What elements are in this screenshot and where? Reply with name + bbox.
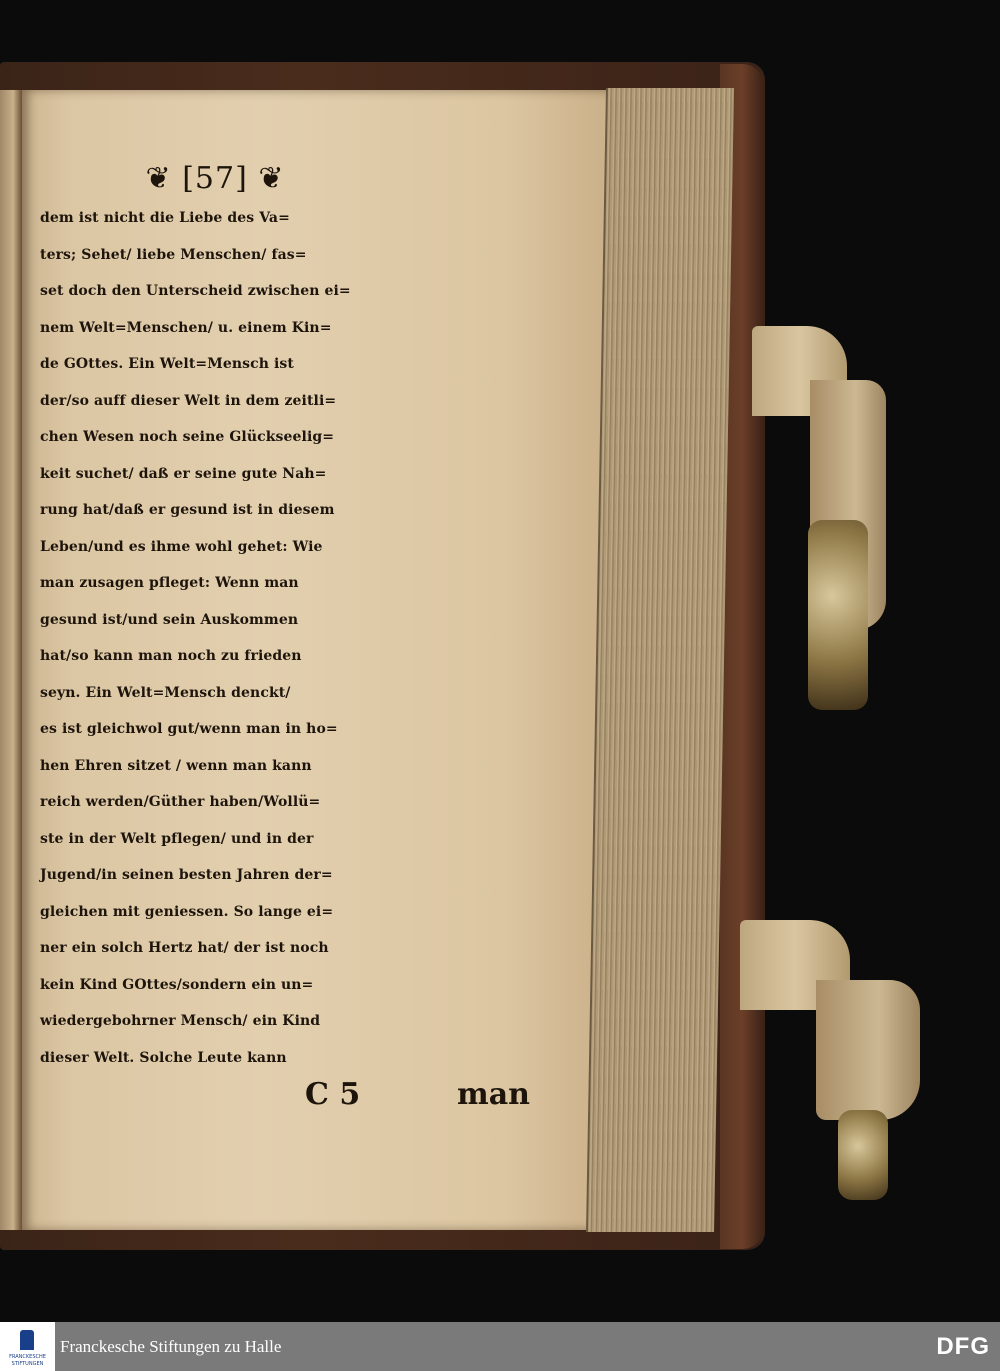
text-line: set doch den Unterscheid zwischen ei= xyxy=(40,283,351,299)
text-lines xyxy=(40,200,540,1076)
signature-mark: C 5 xyxy=(305,1077,361,1112)
facing-page-edge xyxy=(0,90,22,1230)
institution-logo xyxy=(0,1322,55,1371)
logo-text-bottom: STIFTUNGEN xyxy=(11,1361,44,1367)
text-line: man zusagen pfleget: Wenn man xyxy=(40,575,299,591)
text-line: gesund ist/und sein Auskommen xyxy=(40,611,299,628)
page-footer xyxy=(40,1076,540,1114)
text-line: wiedergebohrner Mensch/ ein Kind xyxy=(40,1013,321,1029)
text-line: kein Kind GOttes/sondern ein un= xyxy=(40,976,314,993)
page-text xyxy=(40,158,540,1114)
page-header xyxy=(0,158,540,200)
page-number: [57] xyxy=(182,161,248,196)
ornament-left-icon: ❦ xyxy=(145,161,172,196)
figure-icon xyxy=(20,1330,34,1350)
ornament-right-icon: ❦ xyxy=(258,161,285,196)
text-line: ters; Sehet/ liebe Menschen/ fas= xyxy=(40,246,307,263)
catchword: man xyxy=(457,1077,530,1112)
clasp-strap-lower-fold xyxy=(816,980,920,1120)
text-line: ste in der Welt pflegen/ und in der xyxy=(40,830,314,847)
dfg-logo: DFG xyxy=(936,1333,990,1360)
text-line: es ist gleichwol gut/wenn man in ho= xyxy=(40,721,338,737)
text-line: dieser Welt. Solche Leute kann xyxy=(40,1049,287,1066)
text-line: dem ist nicht die Liebe des Va= xyxy=(40,210,290,226)
text-line: seyn. Ein Welt=Mensch denckt/ xyxy=(40,684,291,701)
text-line: rung hat/daß er gesund ist in diesem xyxy=(40,502,335,518)
text-line: ner ein solch Hertz hat/ der ist noch xyxy=(40,940,329,956)
text-line: hen Ehren sitzet / wenn man kann xyxy=(40,757,312,774)
logo-text-top: FRANCKESCHE xyxy=(9,1354,46,1360)
text-line: der/so auff dieser Welt in dem zeitli= xyxy=(40,392,337,409)
text-line: Jugend/in seinen besten Jahren der= xyxy=(40,867,333,883)
text-line: gleichen mit geniessen. So lange ei= xyxy=(40,903,334,920)
footer-bar xyxy=(0,1322,1000,1371)
text-line: Leben/und es ihme wohl gehet: Wie xyxy=(40,538,323,555)
page-block-edges xyxy=(586,88,734,1232)
text-line: nem Welt=Menschen/ u. einem Kin= xyxy=(40,319,332,336)
institution-name: Franckesche Stiftungen zu Halle xyxy=(60,1337,282,1356)
metal-clasp-upper xyxy=(808,520,868,710)
text-line: keit suchet/ daß er seine gute Nah= xyxy=(40,465,327,482)
metal-clasp-lower xyxy=(838,1110,888,1200)
text-line: chen Wesen noch seine Glückseelig= xyxy=(40,429,335,445)
text-line: hat/so kann man noch zu frieden xyxy=(40,648,302,664)
text-line: de GOttes. Ein Welt=Mensch ist xyxy=(40,356,294,372)
text-line: reich werden/Güther haben/Wollü= xyxy=(40,794,321,810)
